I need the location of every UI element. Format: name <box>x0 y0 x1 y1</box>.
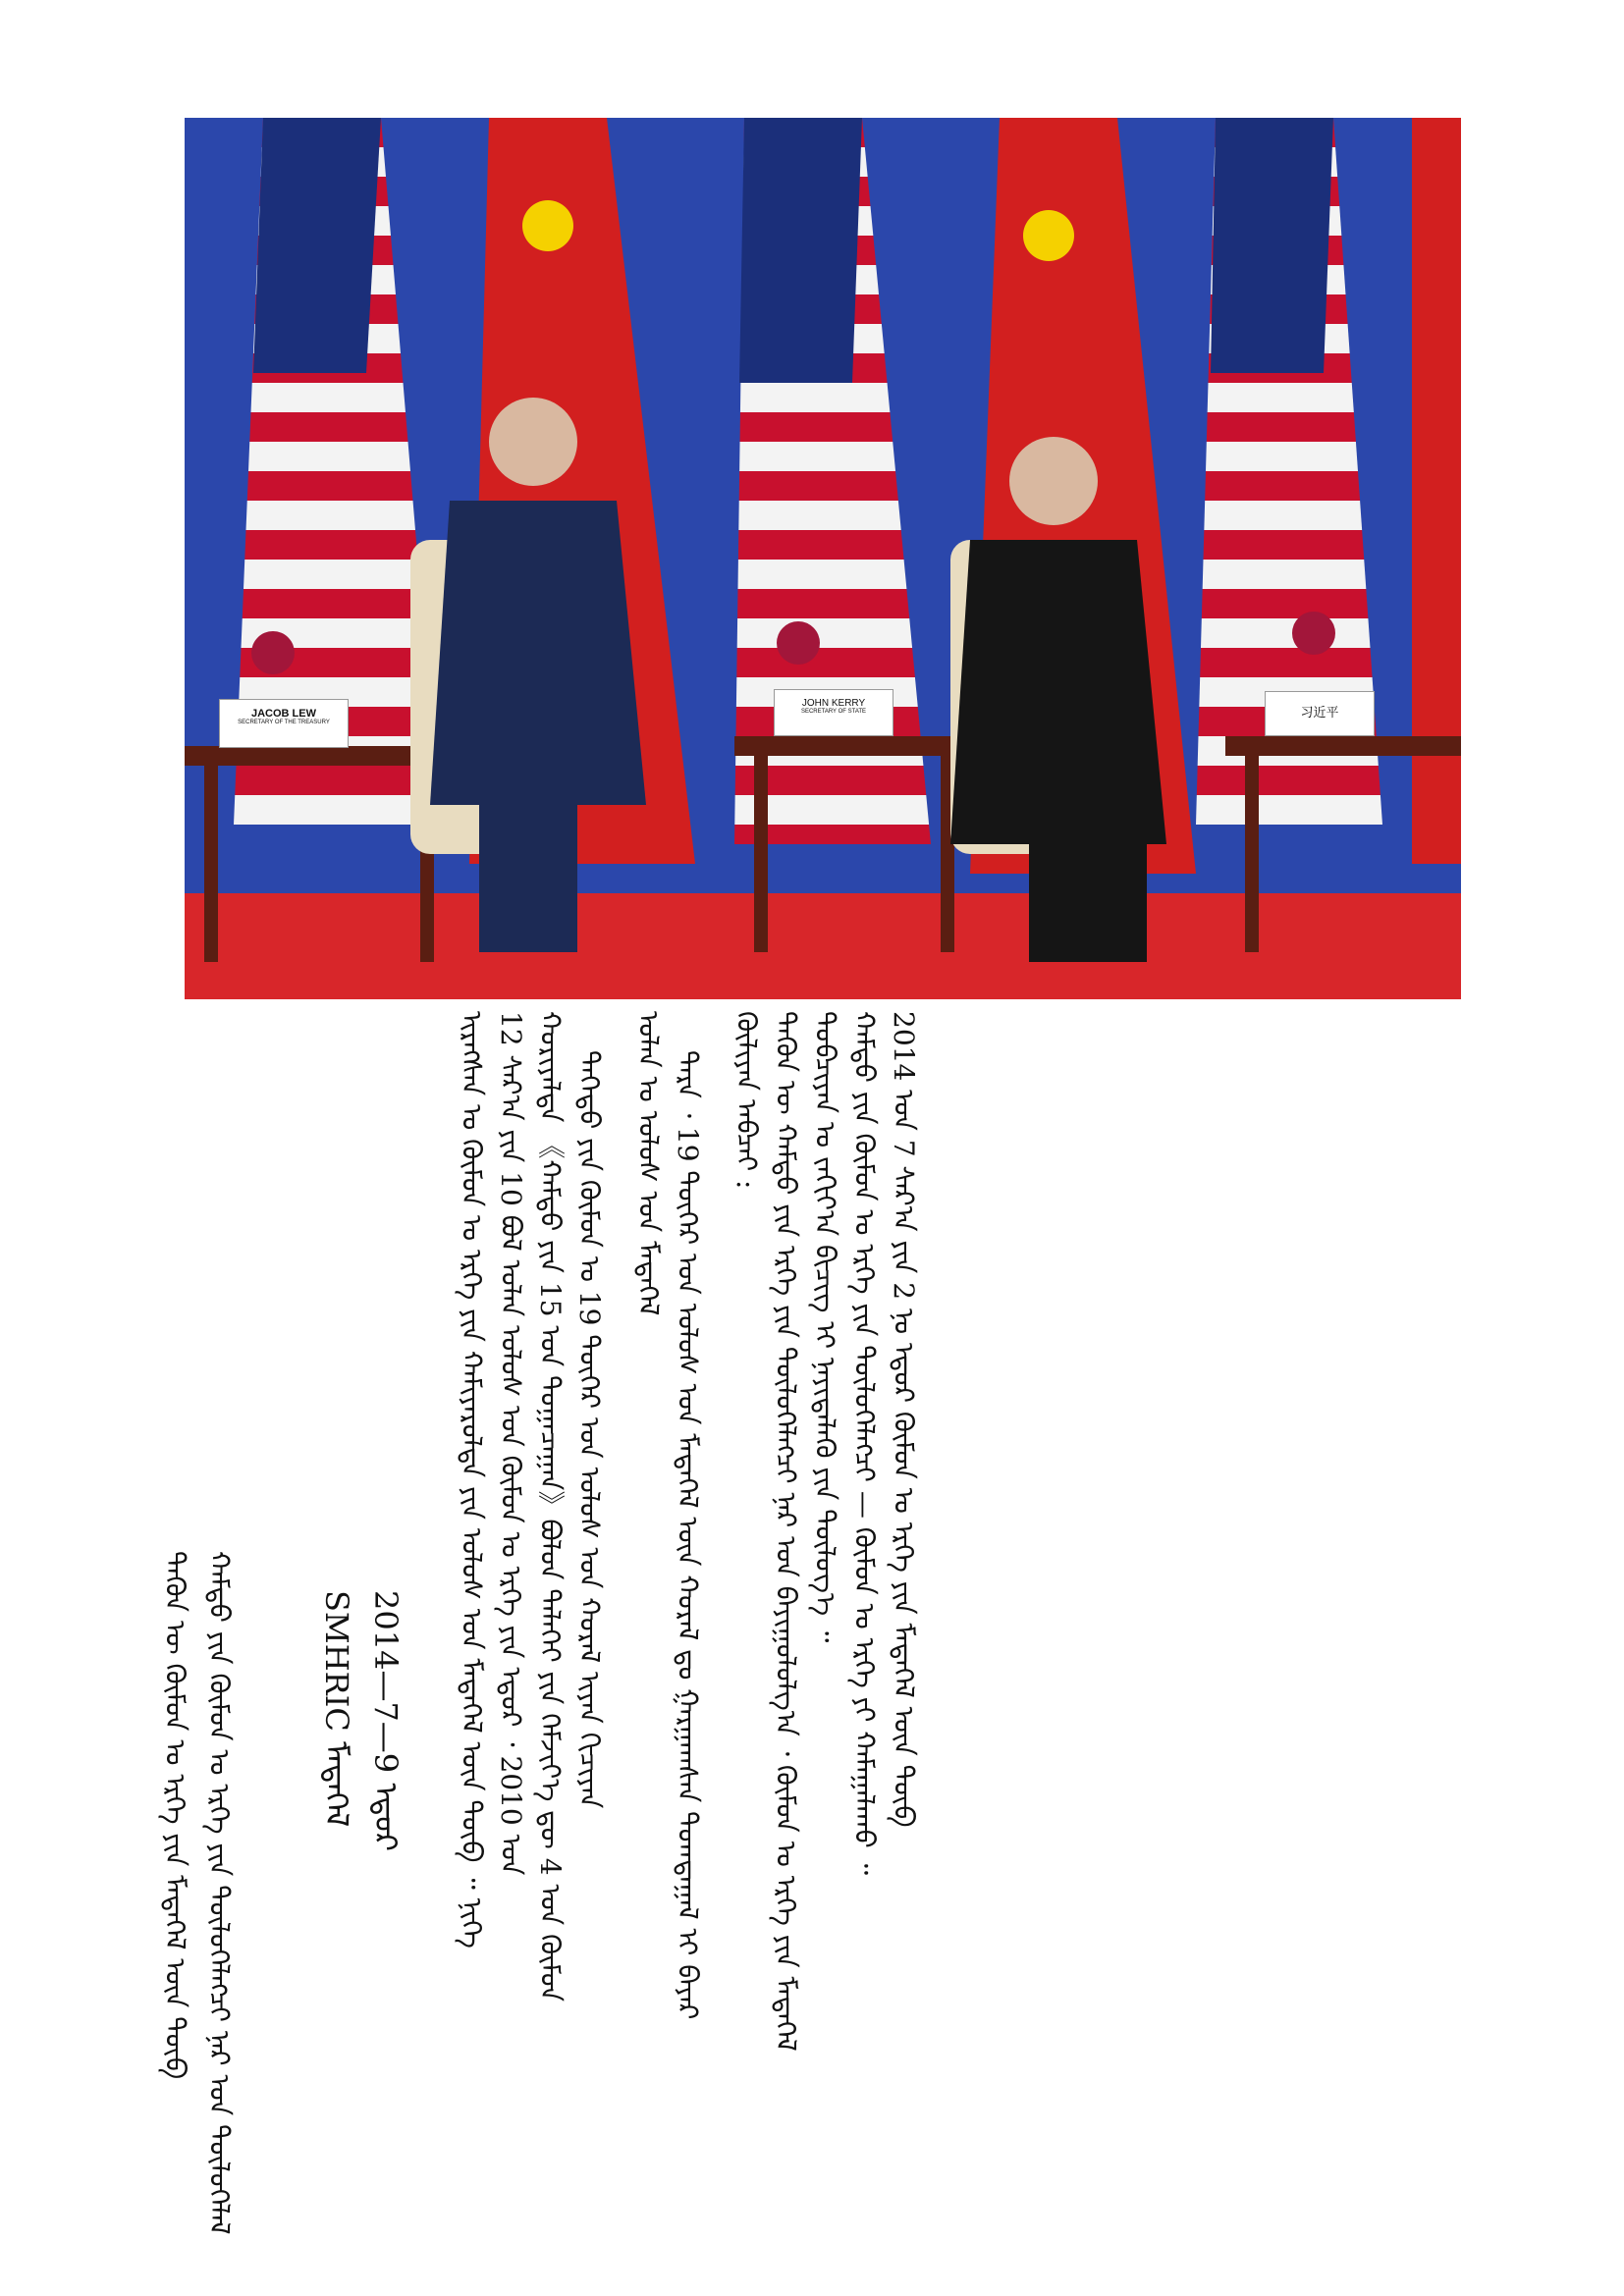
signature-closing-2: ᠲᠡᠭᠦᠨ ᠦ ᠬᠥᠮᠦᠨ ᠤ ᠡᠷᠬᠡ ᠶᠢᠨ ᠮᠡᠳᠡᠭᠡᠯ ᠦᠨ ᠲᠥᠪ <box>159 1551 191 2080</box>
article-body <box>452 1011 1473 2189</box>
paragraph: ᠬᠦᠯᠢᠶᠡᠨ ᠠᠪᠴᠠᠢ : <box>731 1011 763 1190</box>
signature-closing-1: ᠬᠠᠮᠲᠤ ᠶᠢᠨ ᠬᠥᠮᠦᠨ ᠤ ᠡᠷᠬᠡ ᠶᠢᠨ ᠲᠥᠯᠦᠭᠡᠯᠡᠭᠴᠢ ᠨᠠᠷ ᠤᠨ ᠲᠦᠯᠦᠭᠡᠯᠡᠯ <box>203 1551 236 2235</box>
paragraph: ᠣᠯᠠᠨ ᠤ ᠤᠯᠤᠰ ᠤᠨ ᠮᠡᠳᠡᠭᠡᠯ <box>632 1011 665 1316</box>
name-card-2 <box>774 689 893 736</box>
meeting-photo <box>185 118 1461 999</box>
paragraph: ᠲᠡᠷᠡ ᠂ 19 ᠳᠦᠭᠡᠷ ᠤᠨ ᠤᠯᠤᠰ ᠤᠨ ᠮᠡᠳᠡᠭᠡᠯ ᠦᠨ ᠬᠤᠷᠠᠯ ᠳᠤ ᠭᠠᠷᠭᠠᠭᠰᠠᠨ ᠲᠣᠭᠲᠠᠭᠠᠯ ᠢ ᠪᠠᠶᠠᠷ <box>672 1050 704 2020</box>
signature-org: SMHRIC ᠮᠡᠳᠡᠭᠡᠯ <box>318 1590 355 1828</box>
photo-illustration <box>185 118 1461 999</box>
name-card-3-name: 习近平 <box>1300 706 1339 721</box>
name-card-1-name: JACOB LEW <box>251 708 316 720</box>
signature-date: 2014—7—9 ᠡᠳᠦᠷ <box>367 1590 405 1852</box>
paragraph: ᠲᠡᠭᠦᠨ ᠦ ᠬᠠᠮᠲᠤ ᠶᠢᠨ ᠡᠷᠬᠡ ᠶᠢᠨ ᠲᠦᠯᠦᠭᠡᠯᠡᠭᠴᠢ ᠨᠠᠷ ᠤᠨ ᠪᠠᠶᠢᠭᠤᠯᠤᠯᠭ᠎ᠠ ᠂ ᠬᠥᠮᠦᠨ ᠤ ᠡᠷᠬᠡ ᠶᠢᠨ ᠮᠡᠳᠡᠭᠡᠯ <box>770 1011 802 2052</box>
name-card-1-title: SECRETARY OF THE TREASURY <box>238 720 330 725</box>
name-card-2-title: SECRETARY OF STATE <box>800 709 867 715</box>
paragraph: 12 ᠰᠠᠷ᠎ᠠ ᠶᠢᠨ 10 ᠪᠣᠯ ᠣᠯᠠᠨ ᠤᠯᠤᠰ ᠤᠨ ᠬᠥᠮᠦᠨ ᠤ ᠡᠷᠬᠡ ᠶᠢᠨ ᠡᠳᠦᠷ ᠂ 2010 ᠣᠨ <box>495 1011 527 1876</box>
paragraph: ᠢᠷᠡᠭᠰᠡᠨ ᠤ ᠬᠥᠮᠦᠨ ᠤ ᠡᠷᠬᠡ ᠶᠢᠨ ᠬᠠᠮᠢᠶᠠᠷᠤᠯᠲᠠ ᠶᠢᠨ ᠤᠯᠤᠰ ᠤᠨ ᠮᠡᠳᠡᠭᠡᠯ ᠦᠨ ᠲᠥᠪ ᠃ ᠨᠢᠭᠡ <box>456 1011 488 1949</box>
name-card-2-name: JOHN KERRY <box>801 698 866 709</box>
paragraph: ᠬᠠᠮᠲᠤ ᠶᠢᠨ ᠬᠥᠮᠦᠨ ᠤ ᠡᠷᠬᠡ ᠶᠢᠨ ᠲᠥᠯᠦᠭᠡᠯᠡᠭᠴᠢ — ᠬᠥᠮᠦᠨ ᠤ ᠡᠷᠬᠡ ᠶᠢ ᠬᠠᠮᠠᠭᠠᠯᠠᠬᠤ ᠃ <box>848 1011 881 1876</box>
paragraph: ᠲᠡᠭᠡᠳᠦ ᠶᠢᠨ ᠬᠥᠮᠦᠨ ᠤ 19 ᠳᠦᠭᠡᠷ ᠤᠨ ᠤᠯᠤᠰ ᠤᠨ ᠬᠤᠷᠠᠯ ᠢᠶᠠᠨ ᠬᠢᠴᠢᠶᠡᠨ <box>573 1050 606 1809</box>
paragraph: ᠲᠣᠪᠴᠢᠶᠠᠨ ᠤ ᠵᠠᠬᠢᠶ᠎ᠠ ᠪᠢᠴᠢᠭ ᠢ ᠨᠡᠶᠢᠲᠡᠯᠡᠬᠦ ᠶᠢᠨ ᠲᠥᠯᠦᠭ᠎ᠡ ᠃ <box>809 1011 841 1643</box>
paragraph: ᠬᠤᠷᠢᠶᠠᠯᠲᠠ 《ᠬᠠᠮᠲᠤ ᠶᠢᠨ 15 ᠤᠨ ᠲᠣᠭᠠᠴᠠᠭᠠᠨ》ᠪᠣᠯᠤᠨ ᠳᠡᠯᠡᠬᠡᠢ ᠶᠢᠨ ᠬᠡᠮᠵᠢᠶ᠎ᠡ ᠳᠦ 4 ᠤᠨ ᠬᠥᠮᠦᠨ <box>534 1011 567 2002</box>
paragraph: 2014 ᠣᠨ 7 ᠰᠠᠷ᠎ᠠ ᠶᠢᠨ 2 ᠨᠤ ᠡᠳᠦᠷ ᠬᠥᠮᠦᠨ ᠤ ᠡᠷᠬᠡ ᠶᠢᠨ ᠮᠡᠳᠡᠭᠡᠯ ᠦᠨ ᠲᠥᠪ <box>888 1011 920 1828</box>
name-card-3 <box>1265 691 1375 736</box>
name-card-1 <box>219 699 349 748</box>
